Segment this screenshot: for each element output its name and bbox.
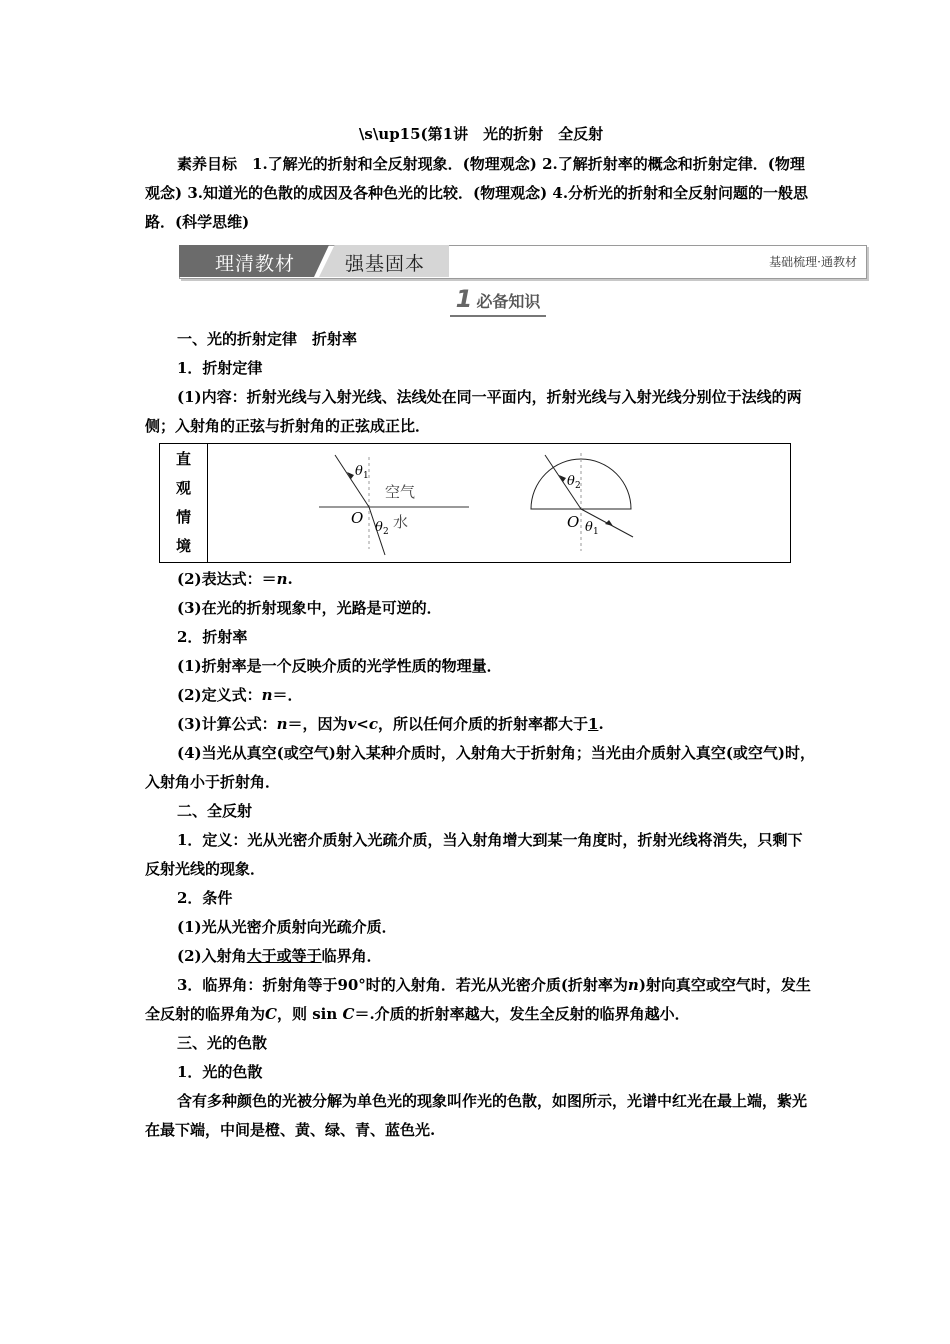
text-run: . (287, 570, 293, 588)
s1-p2 (145, 565, 817, 594)
table-label-char: 观 (175, 479, 191, 497)
s3-p1: 含有多种颜色的光被分解为单色光的现象叫作光的色散，如图所示，光谱中红光在最上端，紫光在最下端，中间是橙、黄、绿、青、蓝色光. (145, 1092, 808, 1139)
text-run: 3．临界角：折射角等于90°时的入射角．若光从光密介质(折射率为 (177, 976, 628, 994)
visual-scenario-table (159, 443, 791, 563)
text-run: ，所以任何介质的折射率都大于 (378, 715, 589, 733)
theta1-label: θ (355, 464, 363, 479)
text-run: )射向真空或空气时，发生全反射的临界角为 (145, 976, 811, 1023)
section-label: 必备知识 (476, 292, 541, 311)
theta1-sub-2: 1 (593, 527, 599, 537)
text-run: (2)定义式： (177, 686, 262, 704)
var-n: n (261, 686, 273, 704)
theta2-label: θ (375, 520, 383, 535)
page (145, 118, 857, 1145)
table-label-char: 情 (175, 508, 191, 526)
refraction-figures (209, 445, 789, 557)
page-title: \s\up15(第1讲 光的折射 全反射 (358, 125, 604, 143)
text-run: ＝.介质的折射率越大，发生全反射的临界角越小． (354, 1005, 690, 1023)
text-run: (2)表达式：＝ (177, 570, 277, 588)
incident-arrow-2 (559, 475, 566, 482)
s2-p2: (1)光从光密介质射向光疏介质． (177, 918, 397, 936)
table-label-char: 境 (175, 537, 191, 555)
s1-p5 (145, 681, 817, 710)
theta1-label-2: θ (585, 520, 593, 535)
section-heading-box (450, 285, 547, 317)
s1-p4: (1)折射率是一个反映介质的光学性质的物理量． (177, 657, 502, 675)
incident-ray (335, 455, 369, 507)
var-n: n (276, 715, 288, 733)
text-run: (2)入射角 (177, 947, 247, 965)
section-heading (145, 285, 817, 319)
var-n: n (627, 976, 639, 994)
underlined-answer: 1 (588, 715, 599, 733)
banner-dark-text: 理清教材 (215, 253, 296, 275)
banner-light-text: 强基固本 (345, 253, 426, 275)
var-v: v (347, 715, 357, 733)
s2-p1: 1．定义：光从光密介质射入光疏介质，当入射角增大到某一角度时，折射光线将消失，只剩下反射光线的现象． (145, 831, 803, 878)
intro-paragraph: 素养目标 1.了解光的折射和全反射现象．(物理观念) 2.了解折射率的概念和折射定律．(物理观念) 3.知道光的色散的成因及各种色光的比较．(物理观念) 4.分析光的折射和全反射问题的一般思路．(科学思维) (145, 155, 809, 231)
s1-p6 (145, 710, 817, 739)
s1-sub1: 1．折射定律 (177, 359, 263, 377)
water-label: 水 (393, 513, 409, 531)
s2-heading: 二、全反射 (177, 802, 253, 820)
table-label-cell (160, 444, 208, 563)
s1-sub2: 2．折射率 (177, 628, 248, 646)
banner-right-text: 基础梳理·通教材 (769, 255, 857, 269)
s1-p7: (4)当光从真空(或空气)射入某种介质时，入射角大于折射角；当光由介质射入真空(或空气)时，入射角小于折射角． (145, 744, 816, 791)
theta2-sub: 2 (383, 527, 389, 537)
var-C: C (265, 1005, 277, 1023)
var-n: n (276, 570, 288, 588)
s2-p4 (145, 971, 817, 1029)
text-run: < (356, 715, 369, 733)
text-run: ，则 sin (276, 1005, 338, 1023)
var-c: c (368, 715, 378, 733)
underlined-answer: 大于或等于 (246, 947, 322, 965)
origin-label-2: O (567, 513, 580, 531)
air-label: 空气 (385, 483, 416, 501)
text-run: ＝． (272, 686, 303, 704)
section-number: 1 (455, 285, 473, 313)
s2-sub: 2．条件 (177, 889, 233, 907)
text-run: . (598, 715, 604, 733)
s1-p1: (1)内容：折射光线与入射光线、法线处在同一平面内，折射光线与入射光线分别位于法线的两侧；入射角的正弦与折射角的正弦成正比． (145, 388, 802, 435)
s3-sub: 1．光的色散 (177, 1063, 263, 1081)
text-run: (3)计算公式： (177, 715, 277, 733)
section-banner (179, 245, 867, 279)
s3-heading: 三、光的色散 (177, 1034, 268, 1052)
s1-heading: 一、光的折射定律 折射率 (177, 330, 358, 348)
var-C: C (342, 1005, 355, 1023)
theta2-sub-2: 2 (575, 481, 581, 491)
s1-p3: (3)在光的折射现象中，光路是可逆的． (177, 599, 442, 617)
refracted-arrow-2 (605, 520, 613, 526)
origin-label: O (351, 509, 364, 527)
theta2-label-2: θ (567, 474, 575, 489)
table-figures-cell (208, 444, 791, 563)
refraction-semicircle-figure (531, 453, 633, 551)
refraction-air-water-figure (319, 455, 469, 555)
s2-p3 (145, 942, 817, 971)
table-label-char: 直 (175, 450, 191, 468)
text-run: ＝，因为 (287, 715, 348, 733)
text-run: 临界角． (321, 947, 382, 965)
theta1-sub: 1 (363, 471, 369, 481)
